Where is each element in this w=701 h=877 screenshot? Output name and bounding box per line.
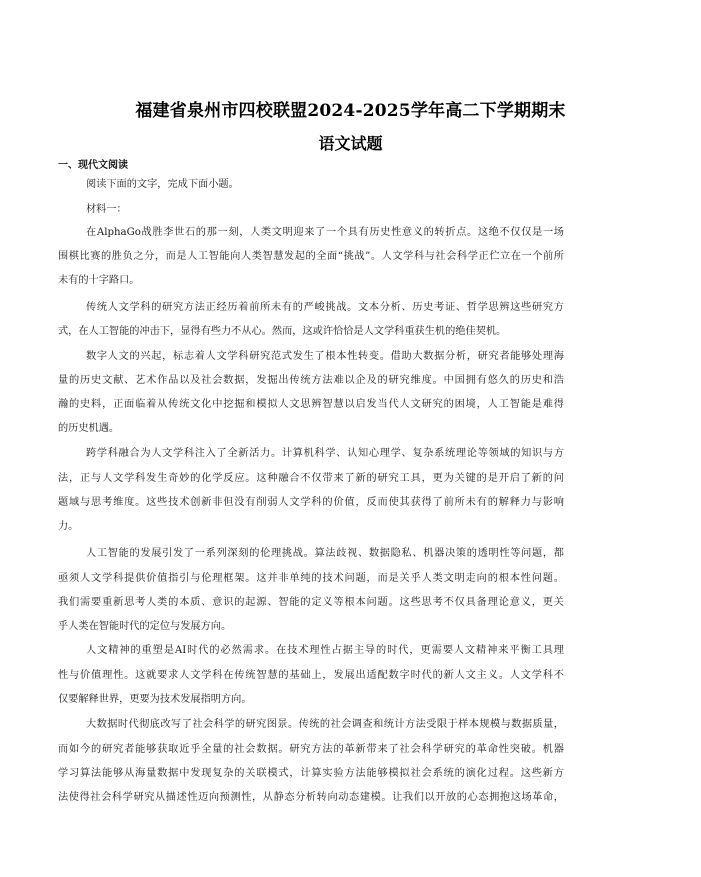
text-line: 式，在人工智能的冲击下，显得有些力不从心。然而，这或许恰恰是人文学科重获生机的绝佳契机。 — [58, 326, 507, 337]
text-line: 围棋比赛的胜负之分，而是人工智能向人类智慧发起的全面“挑战”。人文学科与社会科学正伫立在一个前所 — [58, 251, 564, 262]
section-heading: 一、现代文阅读 — [58, 160, 128, 171]
text-line: 数字人文的兴起，标志着人文学科研究范式发生了根本性转变。借助大数据分析，研究者能够处理海 — [86, 351, 564, 362]
material-label: 材料一： — [86, 204, 127, 215]
text-line: 瀚的史料，正面临着从传统文化中挖掘和模拟人文思辨智慧以启发当代人文研究的困境，人工智能是难得 — [58, 399, 564, 410]
text-line: 法使得社会科学研究从描述性迈向预测性，从静态分析转向动态建模。让我们以开放的心态拥抱这场革命， — [58, 792, 564, 803]
text-line: 跨学科融合为人文学科注入了全新活力。计算机科学、认知心理学、复杂系统理论等领域的知识与方 — [86, 448, 564, 459]
document-title: 福建省泉州市四校联盟2024-2025学年高二下学期期末 — [135, 101, 566, 121]
text-line: 而如今的研究者能够获取近乎全量的社会数据。研究方法的革新带来了社会科学研究的革命性突破。机器 — [58, 744, 564, 755]
text-line: 人工智能的发展引发了一系列深刻的伦理挑战。算法歧视、数据隐私、机器决策的透明性等问题，都 — [86, 548, 564, 559]
text-line: 在AlphaGo战胜李世石的那一刻，人类文明迎来了一个具有历史性意义的转折点。这绝不仅仅是一场 — [86, 227, 564, 238]
text-line: 性与价值理性。这就要求人文学科在传统智慧的基础上，发展出适配数字时代的新人文主义。人文学科不 — [58, 670, 564, 681]
text-line: 力。 — [58, 521, 79, 532]
text-line: 亟须人文学科提供价值指引与伦理框架。这并非单纯的技术问题，而是关乎人类文明走向的根本性问题。 — [58, 573, 564, 584]
text-line: 传统人文学科的研究方法正经历着前所未有的严峻挑战。文本分析、历史考证、哲学思辨这些研究方 — [86, 302, 564, 313]
text-line: 量的历史文献、艺术作品以及社会数据，发掘出传统方法难以企及的研究维度。中国拥有悠久的历史和浩 — [58, 375, 564, 386]
text-line: 人文精神的重塑是AI时代的必然需求。在技术理性占据主导的时代，更需要人文精神来平衡工具理 — [86, 645, 564, 656]
text-line: 学习算法能够从海量数据中发现复杂的关联模式，计算实验方法能够模拟社会系统的演化过程。这些新方 — [58, 768, 564, 779]
text-line: 题域与思考维度。这些技术创新非但没有削弱人文学科的价值，反而使其获得了前所未有的解释力与影响 — [58, 497, 564, 508]
text-line: 未有的十字路口。 — [58, 275, 140, 286]
text-line: 乎人类在智能时代的定位与发展方向。 — [58, 621, 232, 632]
text-line: 仅要解释世界，更要为技术发展指明方向。 — [58, 694, 252, 705]
text-line: 大数据时代彻底改写了社会科学的研究图景。传统的社会调查和统计方法受限于样本规模与数据质量， — [86, 719, 564, 730]
text-line: 我们需要重新思考人类的本质、意识的起源、智能的定义等根本问题。这些思考不仅具备理论意义，更关 — [58, 597, 564, 608]
document-subtitle: 语文试题 — [318, 134, 383, 153]
text-line: 的历史机遇。 — [58, 423, 120, 434]
instruction-line: 阅读下面的文字，完成下面小题。 — [86, 179, 239, 190]
text-line: 法，正与人文学科发生奇妙的化学反应。这种融合不仅带来了新的研究工具，更为关键的是开启了新的问 — [58, 473, 564, 484]
